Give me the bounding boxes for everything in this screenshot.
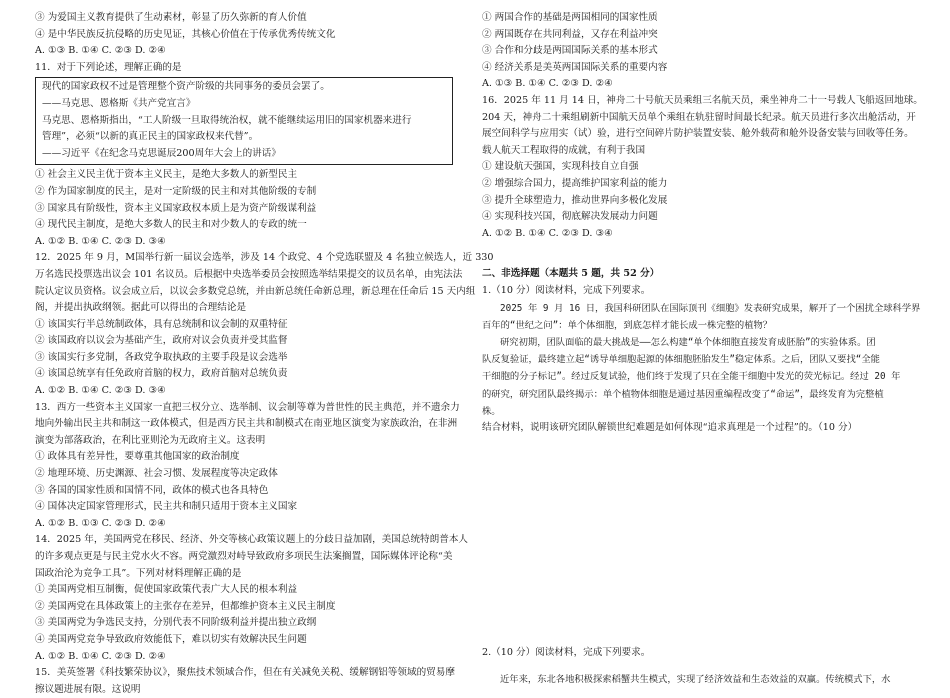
q13-option-2: ② 地理环境、历史渊源、社会习惯、发展程度等决定政体 <box>35 468 278 480</box>
q13-option-3: ③ 各国的国家性质和国情不同，政体的模式也各具特色 <box>35 484 269 496</box>
q12-option-1: ① 该国实行半总统制政体，具有总统制和议会制的双重特征 <box>35 318 288 330</box>
q11-stem: 11．对于下列论述，理解正确的是 <box>35 61 182 73</box>
q12-stem-line: 12．2025 年 9 月，M国举行新一届议会选举，涉及 14 个政党、4 个党选联盟及 4 名独立候选人，近 330 <box>35 252 494 264</box>
q14-option-3: ③ 美国两党为争选民支持，分别代表不同阶级利益并提出独立政纲 <box>35 617 317 629</box>
q11-option-3: ③ 国家具有阶级性，资本主义国家政权本质上是为资产阶级谋利益 <box>35 202 317 214</box>
left-column <box>35 10 494 698</box>
q12-option-4: ④ 该国总统享有任免政府首脑的权力，政府首脑对总统负责 <box>35 368 288 380</box>
spacer <box>482 242 914 266</box>
q13-option-4: ④ 国体决定国家管理形式，民主共和制只适用于资本主义国家 <box>35 501 298 513</box>
q12-option-3: ③ 该国实行多党制，各政党争取执政的主要手段是议会选举 <box>35 351 288 363</box>
q12-stem-line: 阁，并提出执政纲领。据此可以得出的合理结论是 <box>35 302 247 314</box>
q16-stem-line: 16．2025 年 11 月 14 日，神舟二十号航天员乘组三名航天员，乘坐神舟二十一号载人飞船返回地球。 <box>482 94 923 106</box>
q16-answers: A. ①② B. ①④ C. ②③ D. ③④ <box>482 227 613 239</box>
q16-stem-line: 载人航天工程取得的成就，有利于我国 <box>482 144 646 156</box>
q15-stem-line: 擦议题进展有限。这说明 <box>35 683 141 695</box>
passage-line: 近年来，东北各地积极探索稻蟹共生模式，实现了经济效益和生态效益的双赢。传统模式下，水 <box>500 674 891 686</box>
q11-quote-box <box>35 77 453 165</box>
q15-option-3: ③ 合作和分歧是两国国际关系的基本形式 <box>482 45 658 57</box>
q12-stem-line: 院认定议员资格。议会成立后，以议会多数党总统，并由新总统任命新总理，新总理在任命后 15 天内组 <box>35 285 476 297</box>
q11-quote-line: 马克思、恩格斯指出，“工人阶级一旦取得统治权，就不能继续运用旧的国家机器来进行 <box>42 114 412 126</box>
q16-option-2: ② 增强综合国力，提高维护国家利益的能力 <box>482 177 668 189</box>
q15-option-1: ① 两国合作的基础是两国相同的国家性质 <box>482 12 658 23</box>
q16-option-3: ③ 提升全球塑造力，推动世界向多极化发展 <box>482 194 668 206</box>
q14-stem-line: 国政治沦为竞争工具”。下列对材料理解正确的是 <box>35 567 242 579</box>
q13-stem-line: 演变为部落政治，在利比亚则沦为无政府主义。这表明 <box>35 434 266 446</box>
nq1-passage <box>482 300 921 420</box>
q13-answers: A. ①② B. ①③ C. ②③ D. ②④ <box>35 517 166 529</box>
q12-option-2: ② 该国政府以议会为基础产生，政府对议会负责并受其监督 <box>35 335 288 347</box>
q15-option-4: ④ 经济关系是美英两国国际关系的重要内容 <box>482 61 668 73</box>
q10-answers: A. ①③ B. ①④ C. ②③ D. ②④ <box>35 45 166 57</box>
passage-line: 研究初期，团队面临的最大挑战是——怎么构建“单个体细胞直接发育成胚胎”的实验体系。团 <box>500 336 876 348</box>
q16-stem-line: 204 天，神舟二十乘组刷新中国航天员单个乘组在轨驻留时间最长纪录。航天员进行多次出舱活动，开 <box>482 111 916 123</box>
q11-quote-source: ——马克思、恩格斯《共产党宣言》 <box>42 97 196 109</box>
q11-quote-line: 现代的国家政权不过是管理整个资产阶级的共同事务的委员会罢了。 <box>42 81 330 93</box>
q14-stem-line: 的许多观点更是与民主党水火不容。两党激烈对峙导致政府多项民生法案搁置，国际媒体评论称“美 <box>35 551 453 562</box>
passage-line: 2025 年 9 月 16 日，我国科研团队在国际顶刊《细胞》发表研究成果，解开了一个困扰全球科学界 <box>500 302 921 314</box>
q15-stem-line: 15．美英签署《科技繁荣协议》，聚焦技术领域合作，但在有关减免关税、缓解钢铝等领域的贸易摩 <box>35 667 455 679</box>
q12-stem-line: 万名选民投票选出议会 101 名议员。后根据中央选举委员会按照选举结果提交的议员名单，由宪法法 <box>35 268 463 280</box>
q10-option-4: ④ 是中华民族反抗侵略的历史见证，其核心价值在于传承优秀传统文化 <box>35 28 336 40</box>
q12-answers: A. ①② B. ①④ C. ②③ D. ③④ <box>35 385 166 397</box>
q13-stem-line: 地向外输出民主共和制这一政体模式，但是西方民主共和制模式在南亚地区演变为家族政治，在非洲 <box>35 418 458 430</box>
q11-option-4: ④ 现代民主制度，是绝大多数人的民主和对少数人的专政的统一 <box>35 219 307 231</box>
section-title: 二、非选择题（本题共 5 题，共 52 分） <box>482 268 660 280</box>
q14-stem-line: 14．2025 年，美国两党在移民、经济、外交等核心政策议题上的分歧日益加剧，美国总统特朗普本人 <box>35 534 469 546</box>
q16-option-1: ① 建设航天强国，实现科技自立自强 <box>482 161 639 173</box>
passage-line: 百年的“世纪之问”：单个体细胞，到底怎样才能长成一株完整的植物？ <box>482 319 773 331</box>
q14-answers: A. ①② B. ①④ C. ②③ D. ②④ <box>35 650 166 662</box>
nq2-passage <box>482 671 914 688</box>
q11-option-1: ① 社会主义民主优于资本主义民主，是绝大多数人的新型民主 <box>35 169 298 181</box>
q11-quote-source: ——习近平《在纪念马克思诞辰200周年大会上的讲话》 <box>42 147 281 159</box>
passage-line: 干细胞的分子标记”。经过反复试验，他们终于发现了只在全能干细胞中发光的荧光标记。经过 20 年 <box>482 371 901 383</box>
passage-line: 株。 <box>482 405 501 417</box>
q14-option-1: ① 美国两党相互制衡，促使国家政策代表广大人民的根本利益 <box>35 584 298 596</box>
q14-option-4: ④ 美国两党竞争导致政府效能低下，难以切实有效解决民生问题 <box>35 633 307 645</box>
q10-option-3: ③ 为爱国主义教育提供了生动素材，彰显了历久弥新的育人价值 <box>35 12 307 23</box>
q16-option-4: ④ 实现科技兴国，彻底解决发展动力问题 <box>482 211 658 223</box>
q11-option-2: ② 作为国家制度的民主，是对一定阶级的民主和对其他阶级的专制 <box>35 185 317 197</box>
q15-answers: A. ①③ B. ①④ C. ②③ D. ②④ <box>482 78 613 90</box>
nq2-stem: 2.（10 分）阅读材料，完成下列要求。 <box>482 646 651 658</box>
q13-stem-line: 13．西方一些资本主义国家一直把三权分立、选举制、议会制等尊为普世性的民主典范，并不遗余力 <box>35 401 460 413</box>
nq1-task: 结合材料，说明该研究团队解锁世纪难题是如何体现“追求真理是一个过程”的。（10 分） <box>482 421 858 433</box>
nq1-stem: 1.（10 分）阅读材料，完成下列要求。 <box>482 284 651 296</box>
right-column <box>482 10 923 688</box>
q15-option-2: ② 两国既存在共同利益，又存在利益冲突 <box>482 28 658 40</box>
q11-answers: A. ①② B. ①④ C. ②③ D. ③④ <box>35 235 166 247</box>
q13-option-1: ① 政体具有差异性，要尊重其他国家的政治制度 <box>35 451 240 463</box>
q11-quote-line: 管理”，必须“以新的真正民主的国家政权来代替”。 <box>42 131 259 143</box>
passage-line: 的研究，研究团队最终揭示：单个植物体细胞是通过基因重编程改变了“命运”，最终发育为完整植 <box>482 388 884 400</box>
answer-space <box>482 437 914 645</box>
q14-option-2: ② 美国两党在具体政策上的主张存在差异，但都维护资本主义民主制度 <box>35 600 336 612</box>
spacer <box>482 661 914 671</box>
passage-line: 队反复验证，最终建立起“诱导单细胞起源的体细胞胚胎发生”稳定体系。之后，团队又要找“全能 <box>482 354 880 366</box>
q16-stem-line: 展空间科学与应用实（试）验，进行空间碎片防护装置安装、舱外载荷和舱外设备安装与回收等任务。 <box>482 128 914 140</box>
